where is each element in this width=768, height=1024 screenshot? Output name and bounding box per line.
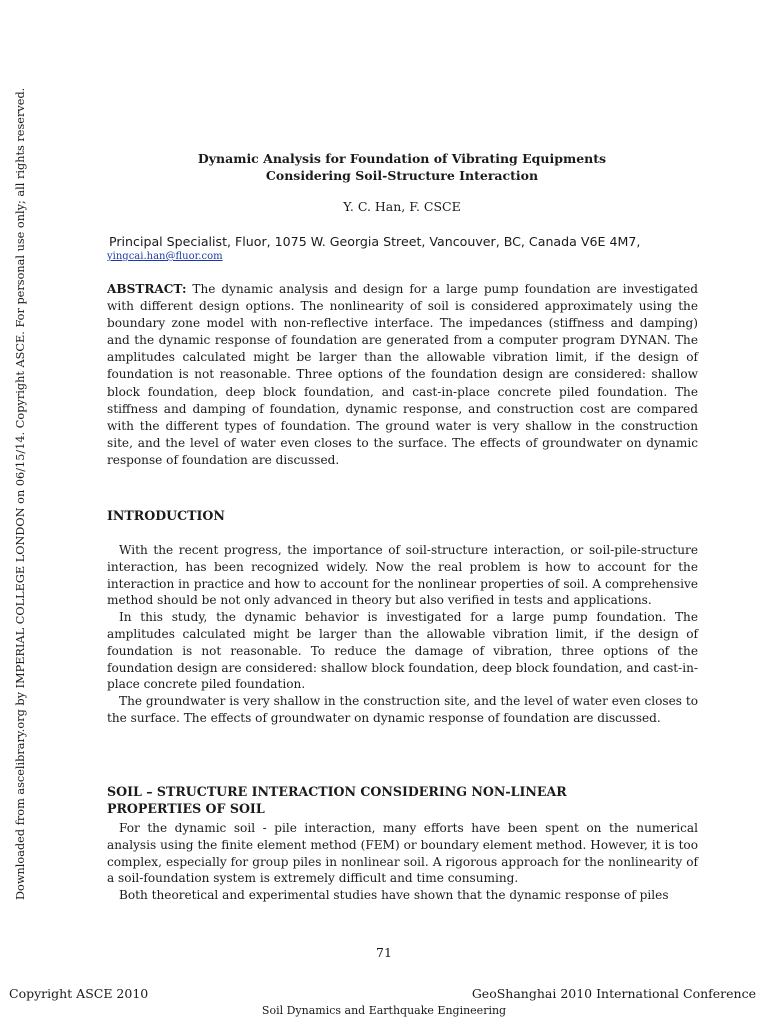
footer-subtitle: Soil Dynamics and Earthquake Engineering bbox=[261, 1004, 507, 1017]
introduction-paragraph: In this study, the dynamic behavior is investigated for a large pump foundation. The amplitudes calculated might be larger than the allowable vibration limit, if the design of foundation is not reasonable. To reduce the damage of vibration, three options of the foundation design are considered: shallow block foundation, deep block foundation, and cast-in-place concrete piled foundation. bbox=[107, 610, 698, 692]
introduction-body bbox=[107, 542, 698, 727]
soil-heading-line-1: SOIL – STRUCTURE INTERACTION CONSIDERING NON-LINEAR bbox=[107, 784, 567, 799]
abstract-text: The dynamic analysis and design for a large pump foundation are investigated with different design options. The nonlinearity of soil is considered approximately using the boundary zone model with non-reflective interface. The impedances (stiffness and damping) and the dynamic response of foundation are generated from a computer program DYNAN. The amplitudes calculated might be larger than the allowable vibration limit, if the design of foundation is not reasonable. Three options of the foundation design are considered: shallow block foundation, deep block foundation, and cast-in-place concrete piled foundation. The stiffness and damping of foundation, dynamic response, and construction cost are compared with the different types of foundation. The ground water is very shallow in the construction site, and the level of water even closes to the surface. The effects of groundwater on dynamic response of foundation are discussed. bbox=[107, 282, 698, 467]
soil-section-heading bbox=[107, 783, 698, 817]
soil-heading-line-2: PROPERTIES OF SOIL bbox=[107, 801, 265, 816]
soil-paragraph: Both theoretical and experimental studies have shown that the dynamic response of piles bbox=[119, 888, 669, 903]
page-number: 71 bbox=[376, 945, 392, 960]
soil-section-body bbox=[107, 820, 698, 904]
paper-title-line-1: Dynamic Analysis for Foundation of Vibrating Equipments bbox=[197, 151, 607, 166]
introduction-paragraph: The groundwater is very shallow in the construction site, and the level of water even closes to the surface. The effects of groundwater on dynamic response of foundation are discussed. bbox=[107, 694, 698, 725]
soil-paragraph: For the dynamic soil - pile interaction, many efforts have been spent on the numerical analysis using the finite element method (FEM) or boundary element method. However, it is too complex, especially for group piles in nonlinear soil. A rigorous approach for the nonlinearity of a soil-foundation system is extremely difficult and time consuming. bbox=[107, 821, 698, 886]
email-link[interactable]: yingcai.han@fluor.com bbox=[107, 251, 223, 262]
affiliation: Principal Specialist, Fluor, 1075 W. Georgia Street, Vancouver, BC, Canada V6E 4M7, bbox=[109, 234, 641, 249]
footer-conference: GeoShanghai 2010 International Conference bbox=[471, 986, 756, 1001]
author-line: Y. C. Han, F. CSCE bbox=[343, 199, 461, 214]
introduction-heading: INTRODUCTION bbox=[107, 508, 225, 523]
download-notice: Downloaded from ascelibrary.org by IMPERIAL COLLEGE LONDON on 06/15/14. Copyright ASCE. For personal use only; all rights reserved. bbox=[14, 87, 27, 900]
footer-copyright: Copyright ASCE 2010 bbox=[9, 986, 149, 1001]
abstract bbox=[107, 281, 698, 469]
introduction-paragraph: With the recent progress, the importance of soil-structure interaction, or soil-pile-structure interaction, has been recognized widely. Now the real problem is how to account for the interaction in practice and how to account for the nonlinear properties of soil. A comprehensive method should be not only advanced in theory but also verified in tests and applications. bbox=[107, 543, 698, 608]
abstract-label: ABSTRACT: bbox=[107, 282, 187, 296]
paper-title-line-2: Considering Soil-Structure Interaction bbox=[265, 168, 539, 183]
paper-title bbox=[107, 150, 697, 184]
